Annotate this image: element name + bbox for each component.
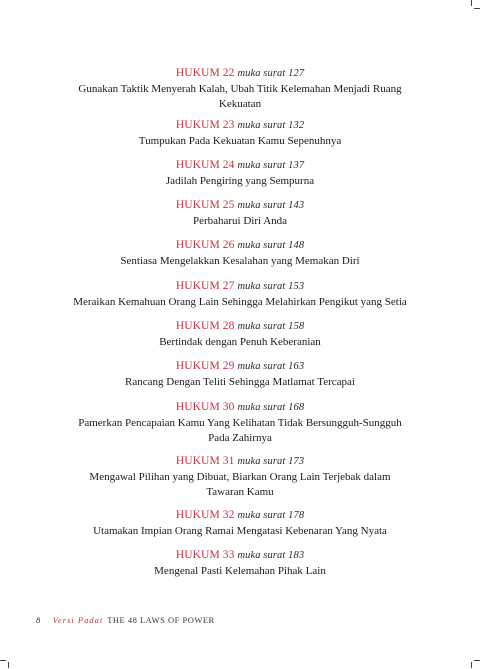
crop-mark bbox=[474, 8, 480, 9]
crop-mark bbox=[8, 662, 9, 668]
law-entry bbox=[60, 508, 420, 539]
law-label: HUKUM 27 bbox=[175, 280, 235, 292]
law-title: Utamakan Impian Orang Ramai Mengatasi Kebenaran Yang Nyata bbox=[93, 525, 387, 537]
law-entry bbox=[60, 198, 420, 229]
law-page-ref: muka surat 132 bbox=[237, 120, 305, 131]
law-title: Bertindak dengan Penuh Keberanian bbox=[159, 336, 321, 348]
crop-mark bbox=[474, 660, 480, 661]
law-page-ref: muka surat 148 bbox=[237, 240, 305, 251]
law-label: HUKUM 22 bbox=[175, 67, 235, 79]
law-entry bbox=[80, 454, 400, 500]
law-entry bbox=[60, 238, 420, 269]
law-page-ref: muka surat 173 bbox=[237, 456, 305, 467]
page-footer bbox=[36, 615, 215, 625]
law-entry bbox=[60, 66, 420, 112]
law-page-ref: muka surat 137 bbox=[237, 160, 305, 171]
law-label: HUKUM 24 bbox=[175, 159, 235, 171]
law-title: Gunakan Taktik Menyerah Kalah, Ubah Titik Kelemahan Menjadi Ruang Kekuatan bbox=[78, 83, 402, 110]
law-label: HUKUM 31 bbox=[175, 455, 235, 467]
law-title: Rancang Dengan Teliti Sehingga Matlamat Tercapai bbox=[125, 376, 355, 388]
crop-mark bbox=[471, 662, 472, 668]
law-page-ref: muka surat 127 bbox=[237, 68, 305, 79]
law-label: HUKUM 33 bbox=[175, 549, 235, 561]
law-page-ref: muka surat 153 bbox=[237, 281, 305, 292]
law-label: HUKUM 30 bbox=[175, 401, 235, 413]
edition-label: Versi Padat bbox=[52, 615, 104, 625]
book-title: THE 48 LAWS OF POWER bbox=[107, 615, 215, 625]
law-title: Meraikan Kemahuan Orang Lain Sehingga Melahirkan Pengikut yang Setia bbox=[73, 296, 407, 308]
law-label: HUKUM 23 bbox=[175, 119, 235, 131]
law-page-ref: muka surat 163 bbox=[237, 361, 305, 372]
crop-mark bbox=[0, 660, 6, 661]
law-title: Jadilah Pengiring yang Sempurna bbox=[165, 175, 315, 187]
law-page-ref: muka surat 158 bbox=[237, 321, 305, 332]
law-page-ref: muka surat 168 bbox=[237, 402, 305, 413]
law-page-ref: muka surat 178 bbox=[237, 510, 305, 521]
law-entry bbox=[60, 118, 420, 149]
law-entry bbox=[60, 158, 420, 189]
law-page-ref: muka surat 183 bbox=[237, 550, 305, 561]
law-title: Sentiasa Mengelakkan Kesalahan yang Memakan Diri bbox=[120, 255, 360, 267]
law-label: HUKUM 28 bbox=[175, 320, 235, 332]
law-entry bbox=[60, 359, 420, 390]
law-title: Mengenal Pasti Kelemahan Pihak Lain bbox=[154, 565, 326, 577]
law-label: HUKUM 26 bbox=[175, 239, 235, 251]
law-label: HUKUM 29 bbox=[175, 360, 235, 372]
crop-mark bbox=[471, 0, 472, 6]
law-label: HUKUM 25 bbox=[175, 199, 235, 211]
page-number: 8 bbox=[36, 615, 41, 625]
law-page-ref: muka surat 143 bbox=[237, 200, 305, 211]
law-entry bbox=[60, 319, 420, 350]
law-entry bbox=[60, 548, 420, 579]
law-entry bbox=[40, 279, 440, 310]
law-title: Pamerkan Pencapaian Kamu Yang Kelihatan Tidak Bersungguh-Sungguh Pada Zahirnya bbox=[78, 417, 402, 444]
law-title: Tumpukan Pada Kekuatan Kamu Sepenuhnya bbox=[138, 135, 342, 147]
law-entry bbox=[70, 400, 410, 446]
law-title: Mengawal Pilihan yang Dibuat, Biarkan Orang Lain Terjebak dalam Tawaran Kamu bbox=[89, 471, 391, 498]
law-title: Perbaharui Diri Anda bbox=[192, 215, 288, 227]
law-label: HUKUM 32 bbox=[175, 509, 235, 521]
